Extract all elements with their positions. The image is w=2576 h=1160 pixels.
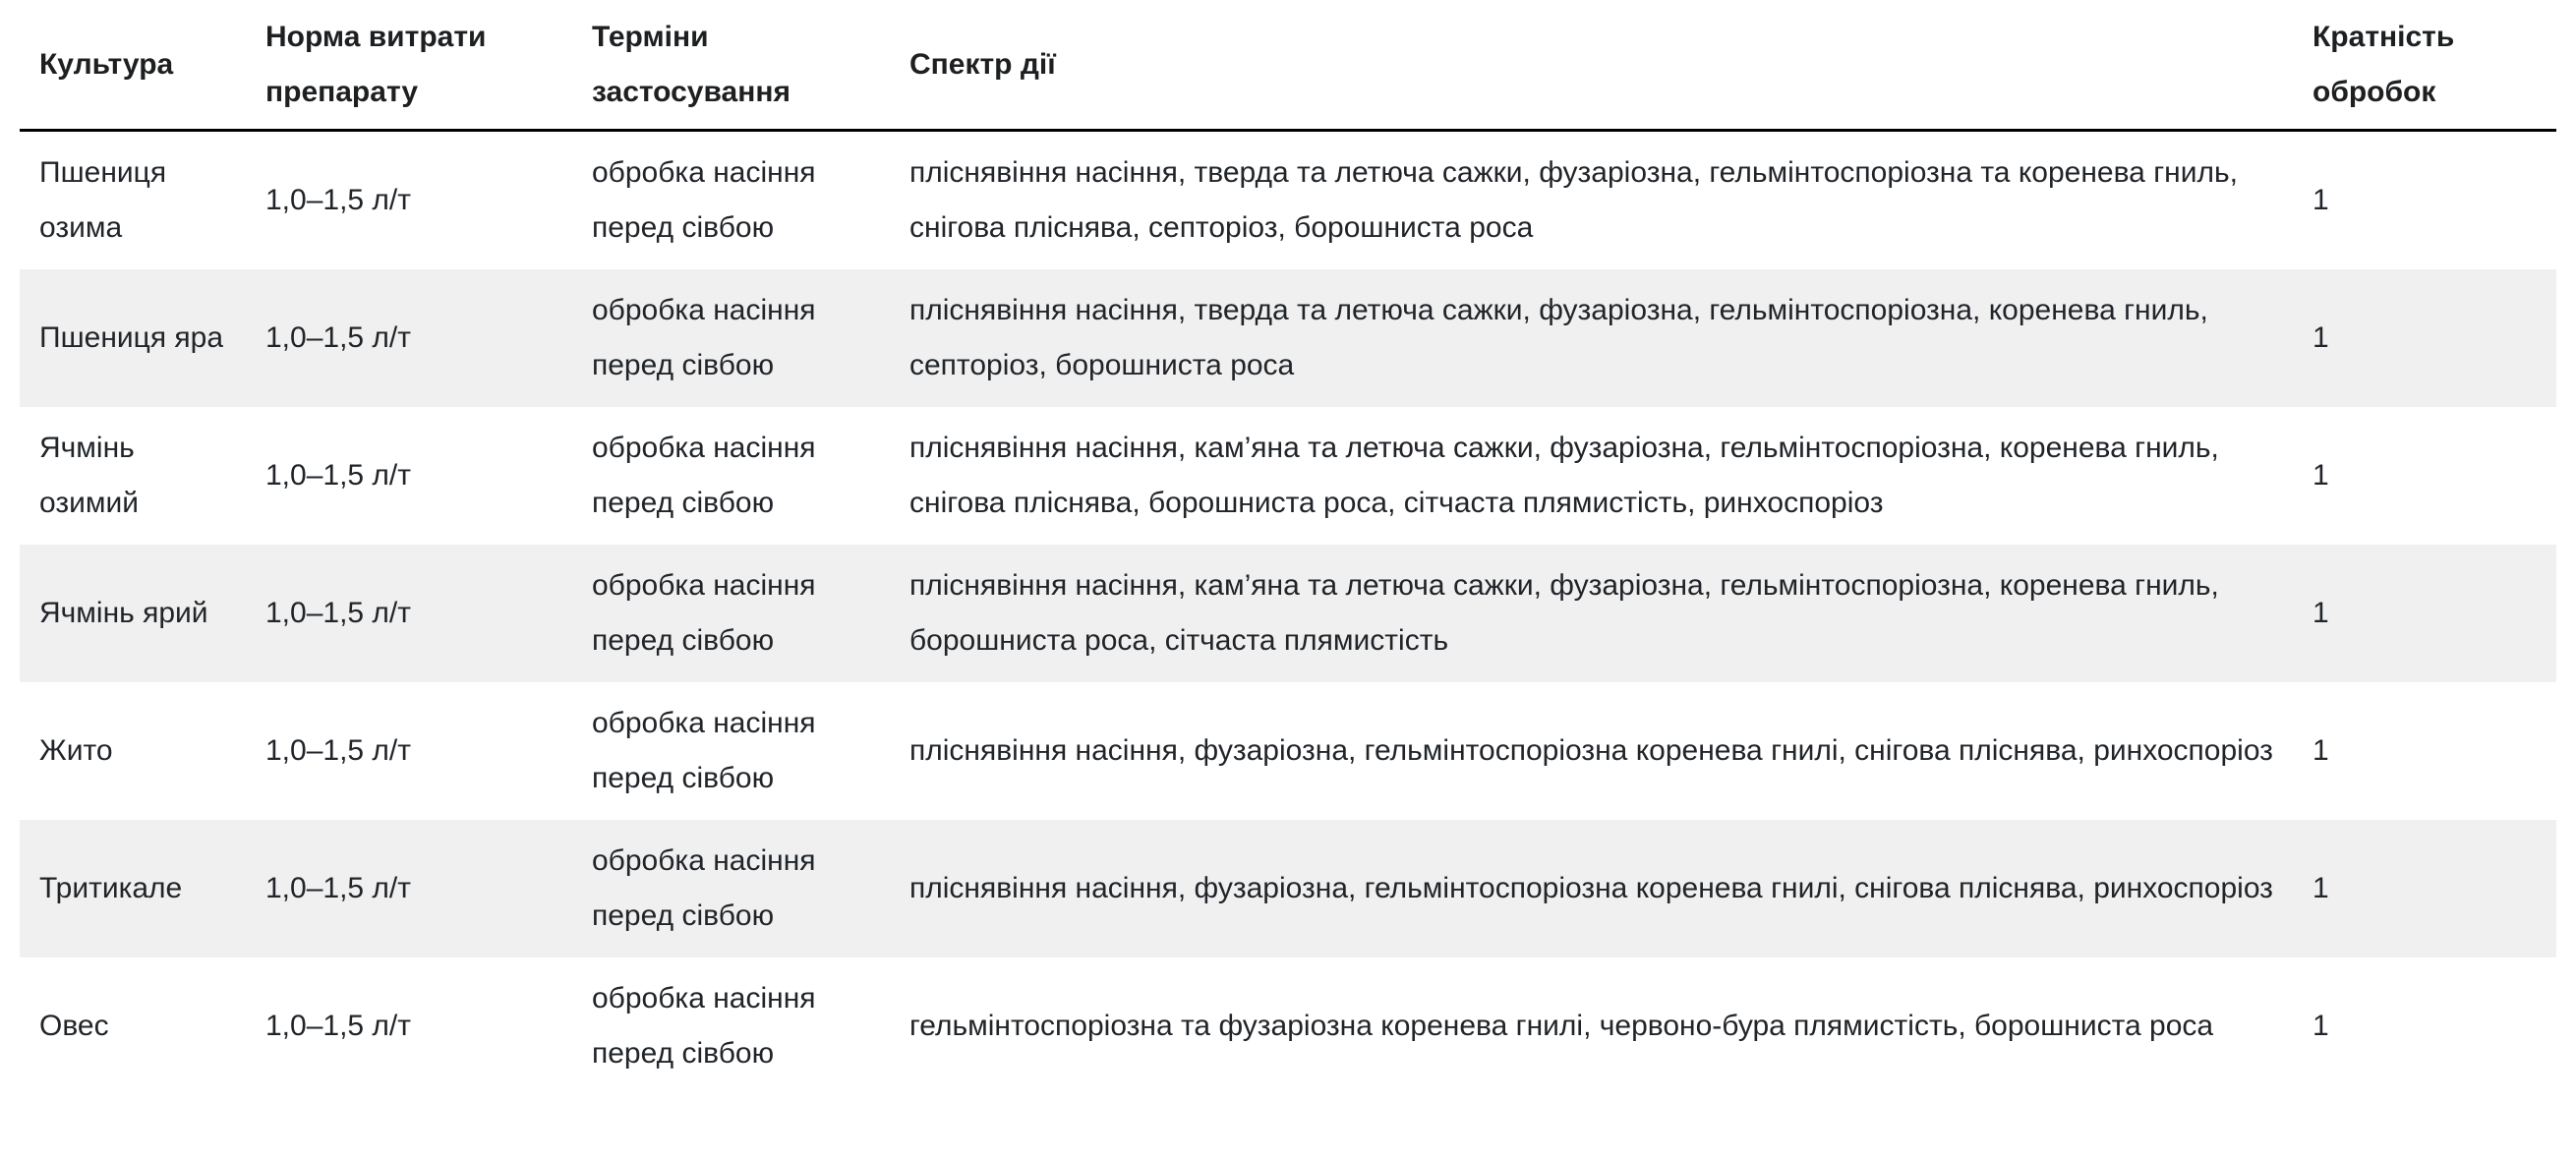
header-row <box>20 0 2556 131</box>
cell-count: 1 <box>2313 184 2329 216</box>
table-body <box>20 131 2556 1096</box>
header-spectrum: Спектр дії <box>890 0 2293 131</box>
cell-culture: Ячмінь озимий <box>39 432 140 519</box>
table-row <box>20 407 2556 545</box>
cell-rate: 1,0–1,5 л/т <box>265 1010 412 1042</box>
cell-count: 1 <box>2313 1010 2329 1042</box>
table-row <box>20 957 2556 1095</box>
table-row <box>20 131 2556 270</box>
cell-culture: Овес <box>39 1010 109 1042</box>
cell-spectrum: пліснявіння насіння, тверда та летюча сажки, фузаріозна, гельмінтоспоріозна та коренева гниль, снігова пліснява, септоріоз, борошниста роса <box>909 156 2238 244</box>
cell-count: 1 <box>2293 545 2556 682</box>
header-rate: Норма витрати препарату <box>246 0 572 131</box>
table-row <box>20 269 2556 407</box>
table-row <box>20 820 2556 957</box>
cell-rate: 1,0–1,5 л/т <box>265 734 412 767</box>
cell-spectrum: пліснявіння насіння, фузаріозна, гельмінтоспоріозна коренева гнилі, снігова пліснява, ринхоспоріоз <box>909 734 2273 767</box>
cell-timing: обробка насіння перед сівбою <box>592 707 816 794</box>
header-culture: Культура <box>20 0 246 131</box>
cell-spectrum: пліснявіння насіння, фузаріозна, гельмінтоспоріозна коренева гнилі, снігова пліснява, ринхоспоріоз <box>890 820 2293 957</box>
table-row <box>20 682 2556 820</box>
cell-timing: обробка насіння перед сівбою <box>592 156 816 244</box>
cell-count: 1 <box>2313 459 2329 492</box>
cell-culture: Пшениця озима <box>39 156 167 244</box>
cell-timing: обробка насіння перед сівбою <box>592 982 816 1070</box>
header-timing: Терміни застосування <box>572 0 890 131</box>
cell-count: 1 <box>2293 269 2556 407</box>
cell-timing: обробка насіння перед сівбою <box>572 820 890 957</box>
cell-timing: обробка насіння перед сівбою <box>572 269 890 407</box>
cell-count: 1 <box>2293 820 2556 957</box>
cell-culture: Тритикале <box>20 820 246 957</box>
cell-spectrum: пліснявіння насіння, кам’яна та летюча сажки, фузаріозна, гельмінтоспоріозна, коренева гниль, борошниста роса, сітчаста плямистість <box>890 545 2293 682</box>
cell-culture: Пшениця яра <box>20 269 246 407</box>
table-row <box>20 545 2556 682</box>
application-rates-table <box>20 0 2556 1095</box>
cell-spectrum: пліснявіння насіння, кам’яна та летюча сажки, фузаріозна, гельмінтоспоріозна, коренева гниль, снігова пліснява, борошниста роса, сітчаста плямистість, ринхоспоріоз <box>909 432 2219 519</box>
cell-timing: обробка насіння перед сівбою <box>572 545 890 682</box>
cell-culture: Жито <box>39 734 113 767</box>
cell-culture: Ячмінь ярий <box>20 545 246 682</box>
application-table-container <box>20 0 2556 1095</box>
cell-rate: 1,0–1,5 л/т <box>246 269 572 407</box>
cell-spectrum: гельмінтоспоріозна та фузаріозна коренева гнилі, червоно-бура плямистість, борошниста роса <box>909 1010 2214 1042</box>
cell-rate: 1,0–1,5 л/т <box>265 459 412 492</box>
cell-rate: 1,0–1,5 л/т <box>246 820 572 957</box>
cell-count: 1 <box>2313 734 2329 767</box>
cell-spectrum: пліснявіння насіння, тверда та летюча сажки, фузаріозна, гельмінтоспоріозна, коренева гниль, септоріоз, борошниста роса <box>890 269 2293 407</box>
cell-timing: обробка насіння перед сівбою <box>592 432 816 519</box>
cell-rate: 1,0–1,5 л/т <box>265 184 412 216</box>
table-header <box>20 0 2556 131</box>
header-count: Кратність обробок <box>2293 0 2556 131</box>
cell-rate: 1,0–1,5 л/т <box>246 545 572 682</box>
